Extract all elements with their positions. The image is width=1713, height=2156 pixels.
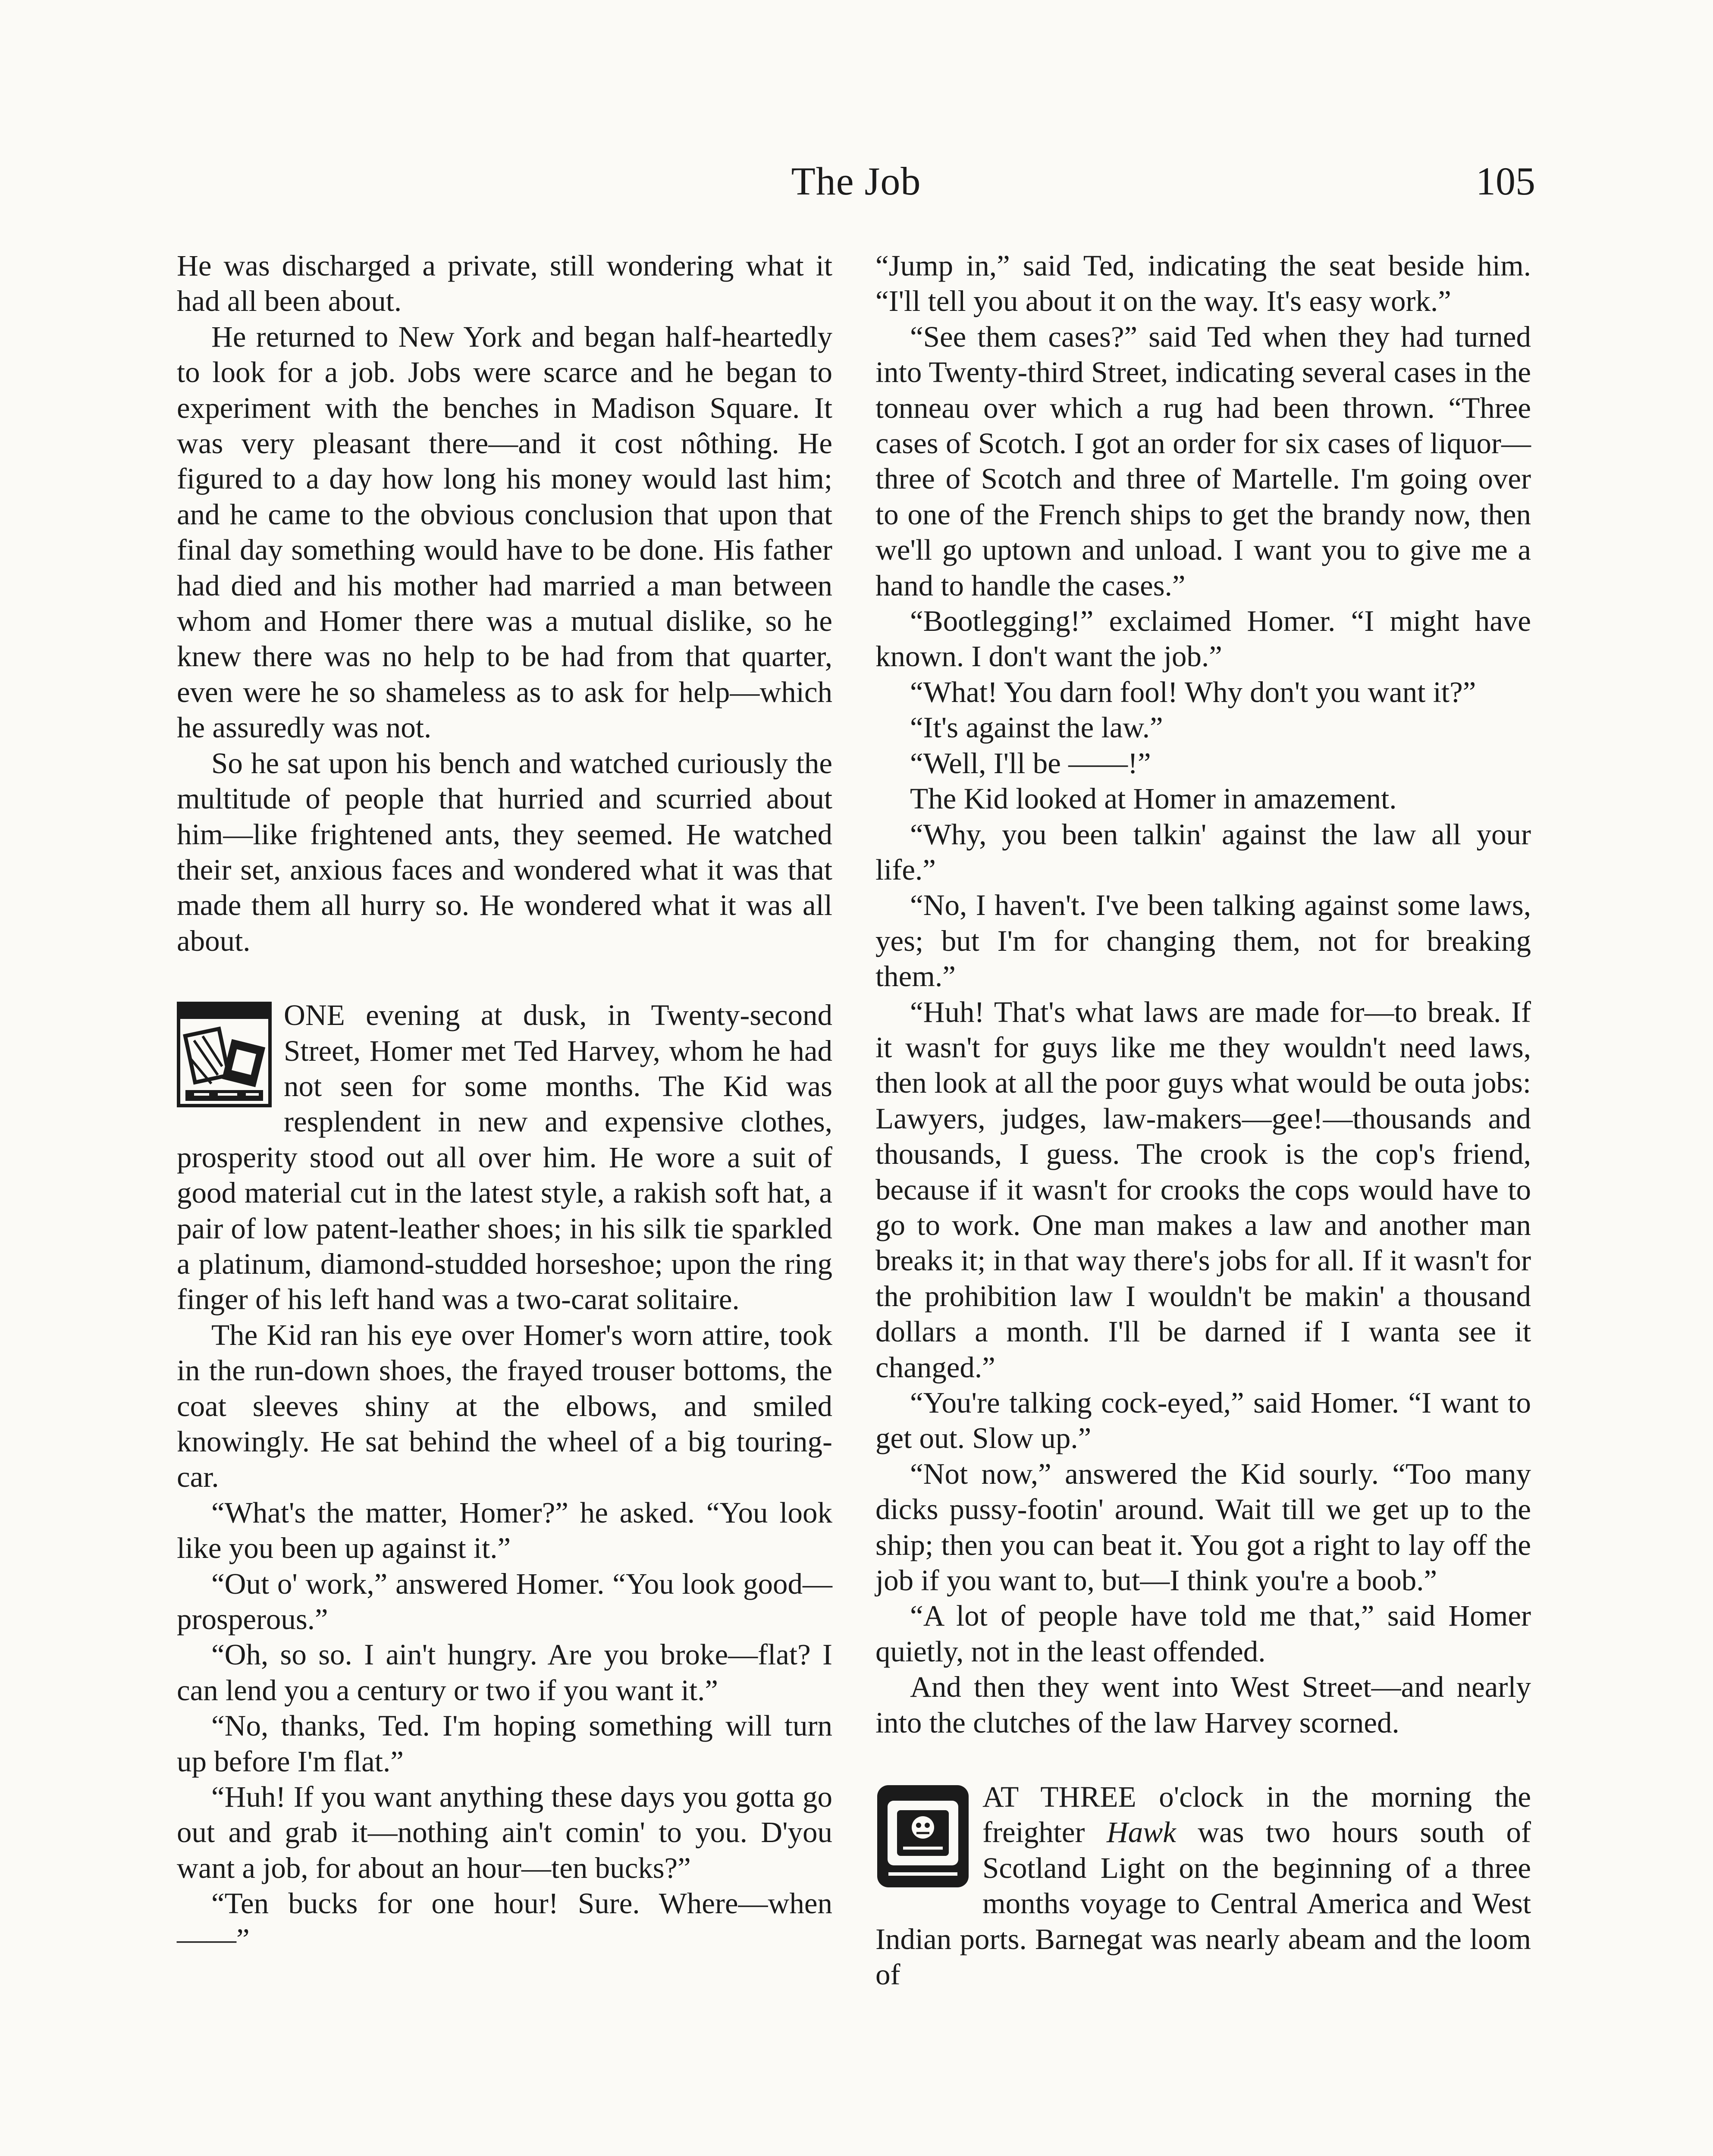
paragraph: “Huh! If you want anything these days you gotta go out and grab it—nothing ain't comin' to you. D'you want a job, for about an hour—ten bucks?” [177, 1780, 832, 1884]
section-opening-paragraph [875, 1779, 1531, 1992]
paragraph: So he sat upon his bench and watched curiously the multitude of people that hurried and scurried about him—like frightened ants, they seemed. He watched their set, anxious faces and wondered what it was that made them all hurry so. He wondered what it was all about. [177, 746, 832, 957]
paragraph: “Out o' work,” answered Homer. “You look good—prosperous.” [177, 1567, 832, 1636]
right-column [875, 248, 1531, 1993]
section-head-word: AT THREE [982, 1780, 1136, 1814]
decorative-initial-ornament-icon [177, 1002, 272, 1107]
section-opening-paragraph [177, 997, 832, 1317]
left-column [177, 248, 832, 1957]
paragraph: “Huh! That's what laws are made for—to break. If it wasn't for guys like me they wouldn't need laws, then look at all the poor guys what would be outa jobs: Lawyers, judges, law-makers—gee!—thousands and thousands, I guess. The crook is the cop's friend, because if it wasn't for crooks the cops would have to go to work. One man makes a law and another man breaks it; in that way there's jobs for all. If it wasn't for the prohibition law I wouldn't be makin' a thousand dollars a month. I'll be darned if I wanta see it changed.” [875, 995, 1531, 1384]
paragraph: “It's against the law.” [910, 711, 1163, 744]
paragraph: “No, thanks, Ted. I'm hoping something will turn up before I'm flat.” [177, 1709, 832, 1778]
section-text: evening at dusk, in Twenty-second Street, Homer met Ted Harvey, whom he had not seen for some months. The Kid was resplendent in new and expensive clothes, prosperity stood out all over him. He wore a suit of good material cut in the latest style, a rakish soft hat, a pair of low patent-leather shoes; in his silk tie sparkled a platinum, diamond-studded horseshoe; upon the ring finger of his left hand was a two-carat solitaire. [177, 999, 832, 1316]
paragraph: “Bootlegging!” exclaimed Homer. “I might have known. I don't want the job.” [875, 605, 1531, 673]
paragraph: “Oh, so so. I ain't hungry. Are you broke—flat? I can lend you a century or two if you want it.” [177, 1638, 832, 1707]
paragraph: The Kid looked at Homer in amazement. [910, 782, 1397, 815]
page-number: 105 [1476, 159, 1535, 203]
paragraph: “Ten bucks for one hour! Sure. Where—when——” [177, 1887, 832, 1955]
section-text: was two hours south of Scotland Light on the beginning of a three months voyage to Central America and West Indian ports. Barnegat was nearly abeam and the loom of [875, 1816, 1531, 1991]
paragraph: He returned to New York and began half-heartedly to look for a job. Jobs were scarce and he began to experiment with the benches in Madison Square. It was very pleasant there—and it cost nôthing. He figured to a day how long his money would last him; and he came to the obvious conclusion that upon that final day something would have to be done. His father had died and his mother had married a man between whom and Homer there was a mutual dislike, so he knew there was no help to be had from that quarter, even were he so shameless as to ask for help—which he assuredly was not. [177, 320, 832, 744]
paragraph: “Well, I'll be ——!” [910, 746, 1151, 780]
paragraph: “You're talking cock-eyed,” said Homer. “I want to get out. Slow up.” [875, 1386, 1531, 1455]
paragraph: And then they went into West Street—and nearly into the clutches of the law Harvey scorned. [875, 1670, 1531, 1739]
section-head-word: ONE [284, 999, 345, 1032]
section-text: o'clock in the morning the freighter [982, 1780, 1531, 1849]
running-title: The Job [791, 159, 921, 203]
paragraph: “See them cases?” said Ted when they had turned into Twenty-third Street, indicating several cases in the tonneau over which a rug had been thrown. “Three cases of Scotch. I got an order for six cases of liquor—three of Scotch and three of Martelle. I'm going over to one of the French ships to get the brandy now, then we'll go uptown and unload. I want you to give me a hand to handle the cases.” [875, 320, 1531, 602]
paragraph: “What's the matter, Homer?” he asked. “You look like you been up against it.” [177, 1496, 832, 1565]
paragraph: “Jump in,” said Ted, indicating the seat beside him. “I'll tell you about it on the way. It's easy work.” [875, 249, 1531, 318]
paragraph: “What! You darn fool! Why don't you want it?” [910, 675, 1476, 708]
decorative-initial-ornament-icon [875, 1783, 970, 1889]
paragraph: He was discharged a private, still wondering what it had all been about. [177, 249, 832, 318]
paragraph: “Why, you been talkin' against the law all your life.” [875, 818, 1531, 886]
paragraph: “No, I haven't. I've been talking against some laws, yes; but I'm for changing them, not for breaking them.” [875, 889, 1531, 993]
page-header [177, 155, 1535, 216]
ship-name: Hawk [1106, 1816, 1176, 1849]
paragraph: “A lot of people have told me that,” said Homer quietly, not in the least offended. [875, 1599, 1531, 1668]
paragraph: The Kid ran his eye over Homer's worn attire, took in the run-down shoes, the frayed trouser bottoms, the coat sleeves shiny at the elbows, and smiled knowingly. He sat behind the wheel of a big touring-car. [177, 1318, 832, 1494]
paragraph: “Not now,” answered the Kid sourly. “Too many dicks pussy-footin' around. Wait till we get up to the ship; then you can beat it. You got a right to lay off the job if you want to, but—I think you're a boob.” [875, 1457, 1531, 1597]
